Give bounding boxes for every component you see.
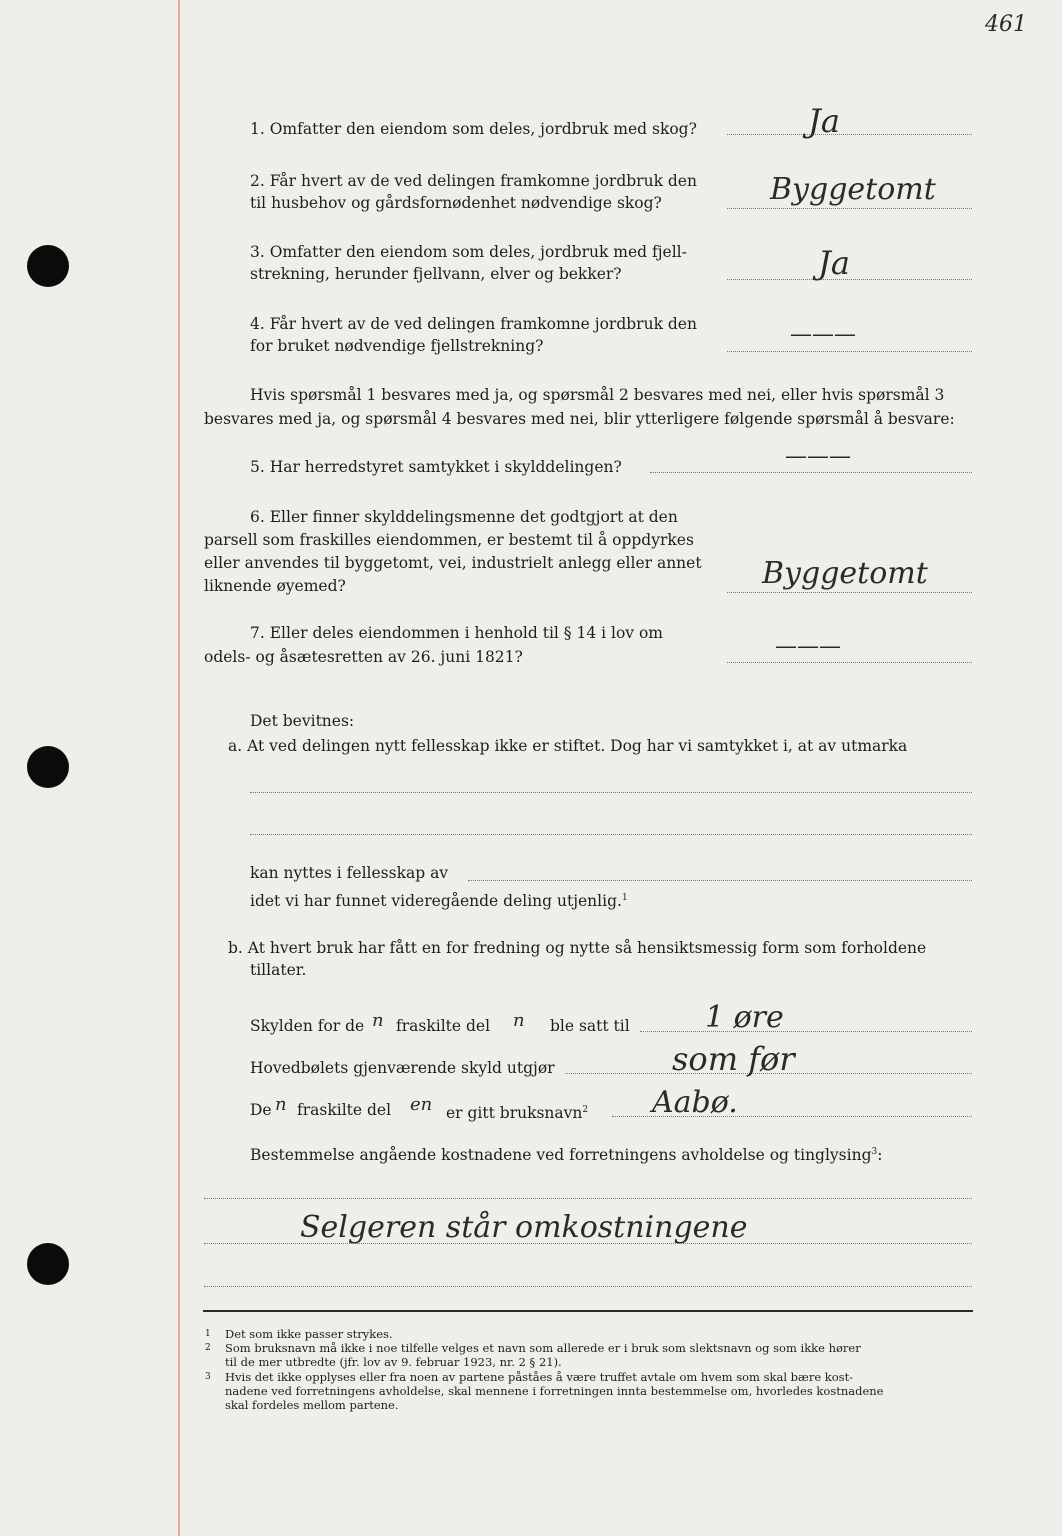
answer-6: Byggetomt bbox=[762, 556, 928, 591]
skyld-label-1: Skylden for de bbox=[250, 1017, 365, 1035]
answer-line bbox=[727, 208, 972, 209]
answer-line bbox=[727, 592, 972, 593]
question-2-line-1: 2. Får hvert av de ved delingen framkomne jordbruk den bbox=[250, 172, 697, 190]
skyld-fill-2: n bbox=[513, 1010, 525, 1031]
question-6-line-1: 6. Eller finner skylddelingsmenne det godtgjort at den bbox=[250, 508, 678, 526]
punch-hole bbox=[27, 245, 69, 287]
witness-a-shared: kan nyttes i fellesskap av bbox=[250, 864, 449, 882]
answer-line bbox=[650, 472, 972, 473]
answer-2: Byggetomt bbox=[770, 172, 936, 207]
document-page: 461 1. Omfatter den eiendom som deles, jordbruk med skog? Ja 2. Får hvert av de ved delingen framkomne jordbruk den til husbehov og gårdsfornødenhet nødvendige skog? Byggetomt 3. Omfatter den eiendom som deles, jordbruk med fjell- strekning, herunder fjellvann, elver og bekker? Ja 4. Får hvert av de ved delingen framkomne jordbruk den for bruket nødvendige fjellstrekning? ——— Hvis spørsmål 1 besvares med ja, og spørsmål 2 besvares med nei, eller hvis spørsmål 3 besvares med ja, og spørsmål 4 besvares med nei, blir ytterligere følgende spørsmål å besvare: 5. Har herredstyret samtykket i skylddelingen? ——— 6. Eller finner skylddelingsmenne det godtgjort at den parsell som fraskilles eiendommen, er bestemt til å oppdyrkes eller anvendes til byggetomt, vei, industrielt anlegg eller annet liknende øyemed? Byggetomt 7. Eller deles eiendommen i henhold til § 14 i lov om odels- og åsætesretten av 26. juni 1821? ——— Det bevitnes: a. At ved delingen nytt fellesskap ikke er stiftet. Dog har vi samtykket i, at av utmarka kan nyttes i fellesskap av idet vi har funnet videregående deling utjenlig.$^1$ b. At hvert bruk har fått en for fredning og nytte så hensiktsmessig form som forholdene tillater. Skylden for de n fraskilte del n ble satt til 1 øre Hovedbølets gjenværende skyld utgjør som før De n fraskilte del en er gitt bruksnavn$^2$ Aabø. Bestemmelse angående kostnadene ved forretningens avholdelse og tinglysing$^3$: Selgeren står omkostningene $^1$ Det som ikke passer strykes. $^2$ Som bruksnavn må ikke i noe tilfelle velges et navn som allerede er i bruk som slektsnavn og som ikke hører til de mer utbredte (jfr. lov av 9. februar 1923, nr. 2 § 21). $^3$ Hvis det ikke opplyses eller fra noen av partene påståes å være truffet avtale om hvem som skal bære kost- nadene ved forretningens avholdelse, skal mennene i forretningen innta bestemmelse om, hvorledes kostnadene skal fordeles mellom partene. bbox=[0, 0, 1062, 1536]
question-3-line-1: 3. Omfatter den eiendom som deles, jordbruk med fjell- bbox=[250, 243, 687, 261]
question-6-line-4: liknende øyemed? bbox=[204, 577, 346, 595]
kost-label: Bestemmelse angående kostnadene ved forretningens avholdelse og tinglysing$^3$: bbox=[250, 1146, 883, 1165]
question-4-line-1: 4. Får hvert av de ved delingen framkomne jordbruk den bbox=[250, 315, 697, 333]
question-7-line-1: 7. Eller deles eiendommen i henhold til § 14 i lov om bbox=[250, 624, 664, 642]
question-3-line-2: strekning, herunder fjellvann, elver og bekker? bbox=[250, 265, 622, 283]
question-5: 5. Har herredstyret samtykket i skylddelingen? bbox=[250, 458, 622, 476]
navn-fill-1: n bbox=[275, 1094, 287, 1115]
question-1: 1. Omfatter den eiendom som deles, jordbruk med skog? bbox=[250, 120, 697, 138]
blank-line bbox=[204, 1286, 972, 1287]
navn-label-3: er gitt bruksnavn$^2$ bbox=[446, 1104, 589, 1123]
witness-a-reason: idet vi har funnet videregående deling utjenlig.$^1$ bbox=[250, 892, 628, 911]
answer-line bbox=[727, 662, 972, 663]
answer-line bbox=[640, 1031, 972, 1032]
question-6-line-2: parsell som fraskilles eiendommen, er bestemt til å oppdyrkes bbox=[204, 531, 694, 549]
navn-value: Aabø. bbox=[652, 1085, 738, 1120]
punch-hole bbox=[27, 746, 69, 788]
skyld-label-3: ble satt til bbox=[550, 1017, 630, 1035]
navn-label-1: De bbox=[250, 1101, 272, 1119]
answer-line bbox=[727, 351, 972, 352]
kost-value: Selgeren står omkostningene bbox=[300, 1210, 748, 1245]
page-number: 461 bbox=[985, 12, 1027, 37]
question-6-line-3: eller anvendes til byggetomt, vei, industrielt anlegg eller annet bbox=[204, 554, 702, 572]
blank-line bbox=[468, 880, 972, 881]
question-2-line-2: til husbehov og gårdsfornødenhet nødvendige skog? bbox=[250, 194, 662, 212]
footnote-rule bbox=[203, 1310, 973, 1312]
answer-7: ——— bbox=[775, 634, 841, 659]
hoved-value: som før bbox=[672, 1040, 795, 1078]
witness-heading: Det bevitnes: bbox=[250, 712, 355, 730]
condition-line-2: besvares med ja, og spørsmål 4 besvares med nei, blir ytterligere følgende spørsmål å besvare: bbox=[204, 410, 955, 428]
navn-fill-2: en bbox=[410, 1094, 433, 1115]
footnote-1: $^1$ Det som ikke passer strykes. bbox=[205, 1327, 393, 1341]
margin-line bbox=[178, 0, 180, 1536]
footnote-2: $^2$ Som bruksnavn må ikke i noe tilfelle velges et navn som allerede er i bruk som slektsnavn og som ikke hører bbox=[205, 1341, 861, 1355]
condition-line-1: Hvis spørsmål 1 besvares med ja, og spørsmål 2 besvares med nei, eller hvis spørsmål 3 bbox=[250, 386, 945, 404]
question-4-line-2: for bruket nødvendige fjellstrekning? bbox=[250, 337, 544, 355]
answer-1: Ja bbox=[808, 102, 840, 140]
hoved-label: Hovedbølets gjenværende skyld utgjør bbox=[250, 1059, 555, 1077]
answer-5: ——— bbox=[785, 444, 851, 469]
punch-hole bbox=[27, 1243, 69, 1285]
navn-label-2: fraskilte del bbox=[297, 1101, 392, 1119]
answer-4: ——— bbox=[790, 322, 856, 347]
question-7-line-2: odels- og åsætesretten av 26. juni 1821? bbox=[204, 648, 523, 666]
blank-line bbox=[250, 792, 972, 793]
skyld-value: 1 øre bbox=[705, 1000, 784, 1035]
blank-line bbox=[250, 834, 972, 835]
blank-line bbox=[204, 1243, 972, 1244]
witness-b-text-2: tillater. bbox=[250, 961, 307, 979]
blank-line bbox=[204, 1198, 972, 1199]
skyld-fill-1: n bbox=[372, 1010, 384, 1031]
witness-a-text: a. At ved delingen nytt fellesskap ikke er stiftet. Dog har vi samtykket i, at av utmarka bbox=[228, 737, 908, 755]
skyld-label-2: fraskilte del bbox=[396, 1017, 491, 1035]
answer-3: Ja bbox=[818, 244, 850, 282]
footnote-3: $^3$ Hvis det ikke opplyses eller fra noen av partene påståes å være truffet avtale om hvem som skal bære kost- bbox=[205, 1370, 854, 1384]
answer-line bbox=[727, 134, 972, 135]
witness-b-text-1: b. At hvert bruk har fått en for fredning og nytte så hensiktsmessig form som forholdene bbox=[228, 939, 927, 957]
